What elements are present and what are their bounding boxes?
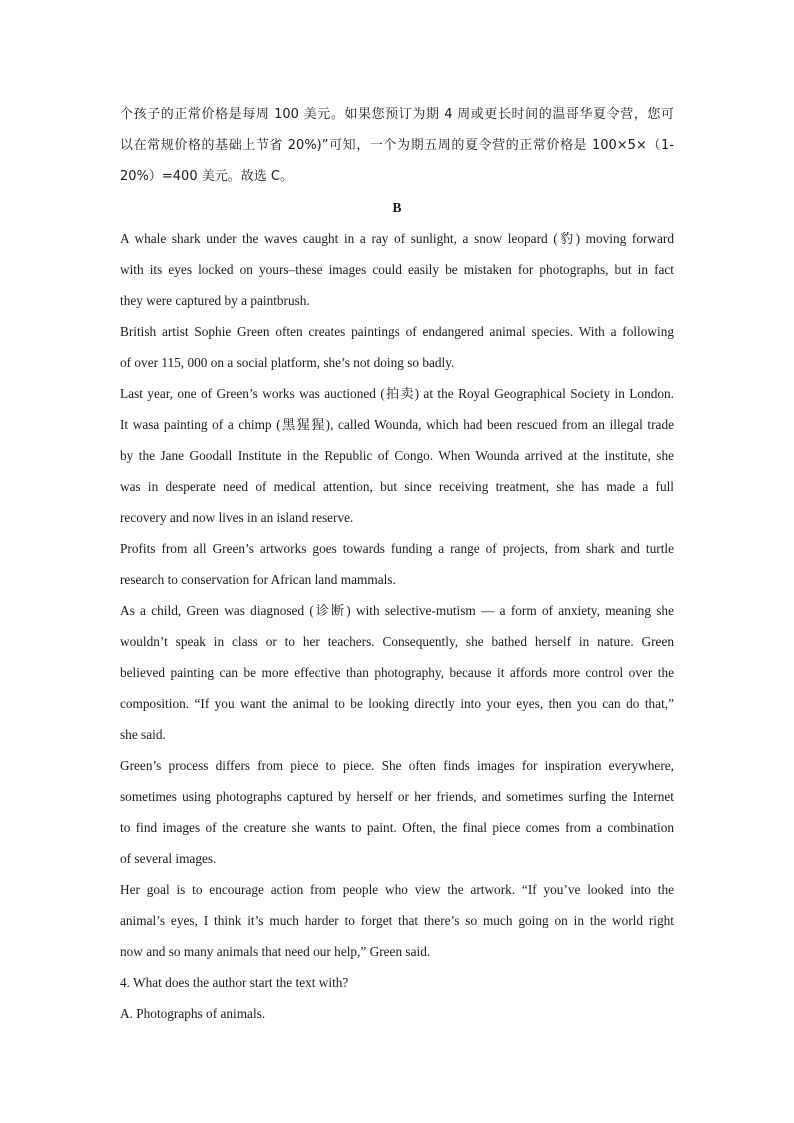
document-page <box>120 99 674 1029</box>
paragraph-line: As a child, Green was diagnosed (诊断) with selective-mutism — a form of anxiety, meaning she <box>120 603 674 618</box>
paragraph-line: she said. <box>120 727 166 742</box>
paragraph-line: wouldn’t speak in class or to her teachers. Consequently, she bathed herself in nature. Green <box>120 634 674 649</box>
section-heading: B <box>392 200 402 215</box>
paragraph-line: Green’s process differs from piece to piece. She often finds images for inspiration everywhere, <box>120 758 674 773</box>
passage-paragraph-7 <box>120 874 674 967</box>
paragraph-line: believed painting can be more effective than photography, because it affords more control over the <box>120 665 674 680</box>
intro-line-2: 以在常规价格的基础上节省 20%)”可知，一个为期五周的夏令营的正常价格是 100×5×（1- <box>120 138 674 153</box>
intro-line-3: 20%）=400 美元。故选 C。 <box>120 169 293 184</box>
paragraph-line: recovery and now lives in an island reserve. <box>120 510 354 525</box>
paragraph-line: sometimes using photographs captured by herself or her friends, and sometimes surfing the Internet <box>120 789 674 804</box>
paragraph-line: Profits from all Green’s artworks goes towards funding a range of projects, from shark and turtle <box>120 541 674 556</box>
paragraph-line: of several images. <box>120 851 217 866</box>
paragraph-line: British artist Sophie Green often creates paintings of endangered animal species. With a following <box>120 324 674 339</box>
paragraph-line: by the Jane Goodall Institute in the Republic of Congo. When Wounda arrived at the institute, she <box>120 448 674 463</box>
passage-paragraph-2 <box>120 316 674 378</box>
paragraph-line: Last year, one of Green’s works was auctioned (拍卖) at the Royal Geographical Society in London. <box>120 386 674 401</box>
question-text: 4. What does the author start the text with? <box>120 975 349 990</box>
paragraph-line: now and so many animals that need our help,” Green said. <box>120 944 431 959</box>
paragraph-line: animal’s eyes, I think it’s much harder to forget that there’s so much going on in the world right <box>120 913 674 928</box>
paragraph-line: to find images of the creature she wants to paint. Often, the final piece comes from a combination <box>120 820 674 835</box>
question-block <box>120 967 674 1029</box>
paragraph-line: composition. “If you want the animal to be looking directly into your eyes, then you can do that,” <box>120 696 674 711</box>
paragraph-line: research to conservation for African land mammals. <box>120 572 396 587</box>
passage-paragraph-4 <box>120 533 674 595</box>
paragraph-line: of over 115, 000 on a social platform, she’s not doing so badly. <box>120 355 455 370</box>
paragraph-line: with its eyes locked on yours–these images could easily be mistaken for photographs, but in fact <box>120 262 674 277</box>
answer-option-a: A. Photographs of animals. <box>120 1006 266 1021</box>
paragraph-line: It wasa painting of a chimp (黑猩猩), called Wounda, which had been rescued from an illegal trade <box>120 417 674 432</box>
paragraph-line: they were captured by a paintbrush. <box>120 293 310 308</box>
intro-line-1: 个孩子的正常价格是每周 100 美元。如果您预订为期 4 周或更长时间的温哥华夏令营，您可 <box>120 107 674 122</box>
paragraph-line: was in desperate need of medical attention, but since receiving treatment, she has made a full <box>120 479 674 494</box>
passage-paragraph-3 <box>120 378 674 533</box>
passage-paragraph-6 <box>120 750 674 874</box>
paragraph-line: Her goal is to encourage action from people who view the artwork. “If you’ve looked into the <box>120 882 674 897</box>
paragraph-line: A whale shark under the waves caught in a ray of sunlight, a snow leopard (豹) moving forward <box>120 231 674 246</box>
passage-paragraph-5 <box>120 595 674 750</box>
passage-paragraph-1 <box>120 223 674 316</box>
